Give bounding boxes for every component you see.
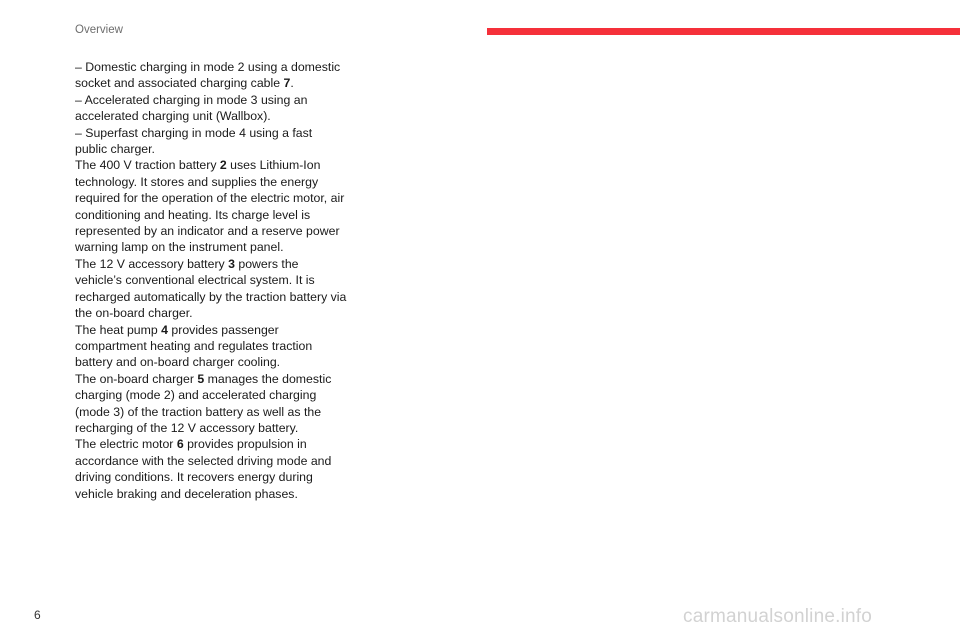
reference-number: 4 bbox=[161, 322, 168, 337]
list-item-mode-3: – Accelerated charging in mode 3 using an accelerated charging unit (Wallbox). bbox=[75, 92, 308, 124]
paragraph-electric-motor: The electric motor 6 provides propulsion in accordance with the selected driving mode and driving conditions. It recovers energy during vehicle braking and deceleration phases. bbox=[75, 437, 332, 501]
reference-number: 2 bbox=[219, 158, 227, 173]
paragraph-on-board-charger: The on-board charger 5 manages the domestic charging (mode 2) and accelerated charging (mode 3) of the traction battery as well as the recharging of the 12 V accessory battery. bbox=[75, 371, 332, 435]
paragraph-heat-pump: The heat pump 4 provides passenger compartment heating and regulates traction battery and on-board charger cooling. bbox=[75, 322, 313, 370]
watermark[interactable]: carmanualsonline.info bbox=[683, 606, 873, 627]
accent-bar bbox=[487, 28, 960, 35]
page-content bbox=[75, 59, 347, 502]
reference-number: 6 bbox=[176, 437, 184, 452]
reference-number: 3 bbox=[228, 256, 235, 271]
paragraph-accessory-battery: The 12 V accessory battery 3 powers the vehicle’s conventional electrical system. It is recharged automatically by the traction battery via the on-board charger. bbox=[75, 256, 347, 321]
paragraph-traction-battery: The 400 V traction battery 2 uses Lithium-Ion technology. It stores and supplies the energy required for the operation of the electric motor, air conditioning and heating. Its charge level is represented by an indicator and a reserve power warning lamp on the instrument panel. bbox=[75, 158, 345, 255]
reference-number: 5 bbox=[197, 371, 205, 386]
reference-number: 7 bbox=[283, 76, 291, 91]
list-item-mode-2: – Domestic charging in mode 2 using a domestic socket and associated charging cable 7. bbox=[75, 60, 341, 91]
page-number: 6 bbox=[34, 608, 41, 622]
list-item-mode-4: – Superfast charging in mode 4 using a fast public charger. bbox=[75, 125, 313, 157]
section-header: Overview bbox=[75, 24, 123, 36]
